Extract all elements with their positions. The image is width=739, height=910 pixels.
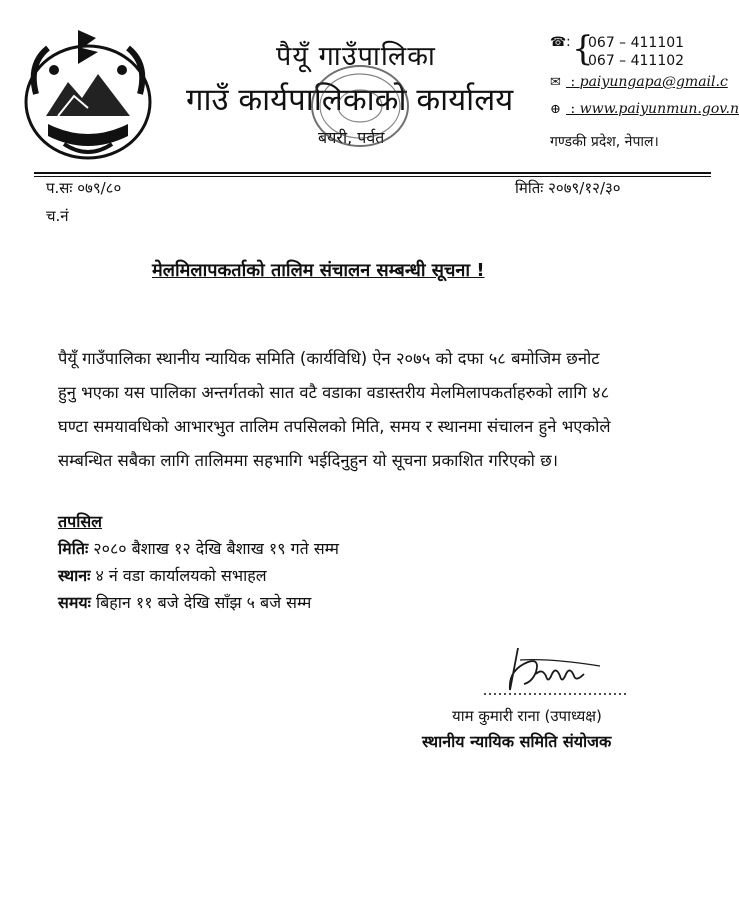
province-label: गण्डकी प्रदेश, नेपाल। bbox=[550, 134, 659, 150]
date-label: मितिः bbox=[58, 539, 89, 558]
reference-number: प.सः ०७९/८० bbox=[46, 179, 122, 197]
notice-subject: मेलमिलापकर्ताको तालिम संचालन सम्बन्धी सूचना ! bbox=[152, 260, 485, 281]
time-label: समयः bbox=[58, 593, 91, 612]
handwritten-signature bbox=[480, 640, 630, 700]
time-value: बिहान ११ बजे देखि साँझ ५ बजे सम्म bbox=[90, 593, 312, 612]
signatory-designation: स्थानीय न्यायिक समिति संयोजक bbox=[422, 732, 612, 751]
website-address: www.paiyunmun.gov.n bbox=[579, 101, 739, 117]
body-line: पैयूँ गाउँपालिका स्थानीय न्यायिक समिति (कार्यविधि) ऐन २०७५ को दफा ५८ बमोजिम छनोट bbox=[58, 349, 600, 368]
place-value: ४ नं वडा कार्यालयको सभाहल bbox=[90, 566, 267, 585]
brace-symbol: { bbox=[572, 29, 594, 69]
date-value: २०८० बैशाख १२ देखि बैशाख १९ गते सम्म bbox=[88, 539, 339, 558]
schedule-date-row bbox=[58, 535, 339, 562]
government-emblem-icon bbox=[18, 24, 158, 164]
office-name: गाउँ कार्यपालिकाको कार्यालय bbox=[186, 82, 514, 118]
dispatch-number: च.नं bbox=[46, 207, 69, 225]
phone-contact: ☎: { 067 – 411101 067 – 411102 bbox=[550, 29, 685, 69]
schedule-place-row bbox=[58, 562, 339, 589]
phone-number-1: 067 – 411101 bbox=[588, 35, 685, 51]
details-heading: तपसिल bbox=[58, 512, 103, 531]
header-divider bbox=[34, 172, 711, 174]
organization-name: पैयूँ गाउँपालिका bbox=[276, 41, 436, 72]
notice-body bbox=[58, 342, 688, 478]
telephone-icon: ☎ bbox=[550, 35, 567, 50]
header-divider-thin bbox=[34, 176, 711, 177]
signatory-name: याम कुमारी राना (उपाध्यक्ष) bbox=[452, 707, 602, 725]
schedule-time-row bbox=[58, 589, 339, 616]
body-line: हुनु भएका यस पालिका अन्तर्गतको सात वटै वडाका वडास्तरीय मेलमिलापकर्ताहरुको लागि ४८ bbox=[58, 383, 610, 402]
website-contact: ⊕ : www.paiyunmun.gov.n bbox=[550, 101, 739, 117]
email-address: paiyungapa@gmail.c bbox=[579, 74, 728, 90]
issue-date: मितिः २०७९/१२/३० bbox=[515, 179, 621, 197]
body-line: सम्बन्धित सबैका लागि तालिममा सहभागि भईदिनुहुन यो सूचना प्रकाशित गरिएको छ। bbox=[58, 451, 558, 470]
body-line: घण्टा समयावधिको आभारभुत तालिम तपसिलको मिति, समय र स्थानमा संचालन हुने भएकोले bbox=[58, 417, 611, 436]
place-label: स्थानः bbox=[58, 566, 91, 585]
schedule-details bbox=[58, 508, 339, 616]
phone-number-2: 067 – 411102 bbox=[588, 53, 685, 69]
email-contact: ✉ : paiyungapa@gmail.c bbox=[550, 74, 728, 90]
office-address: बयरी, पर्वत bbox=[318, 128, 385, 147]
envelope-icon: ✉ bbox=[550, 75, 561, 90]
globe-icon: ⊕ bbox=[550, 102, 561, 117]
